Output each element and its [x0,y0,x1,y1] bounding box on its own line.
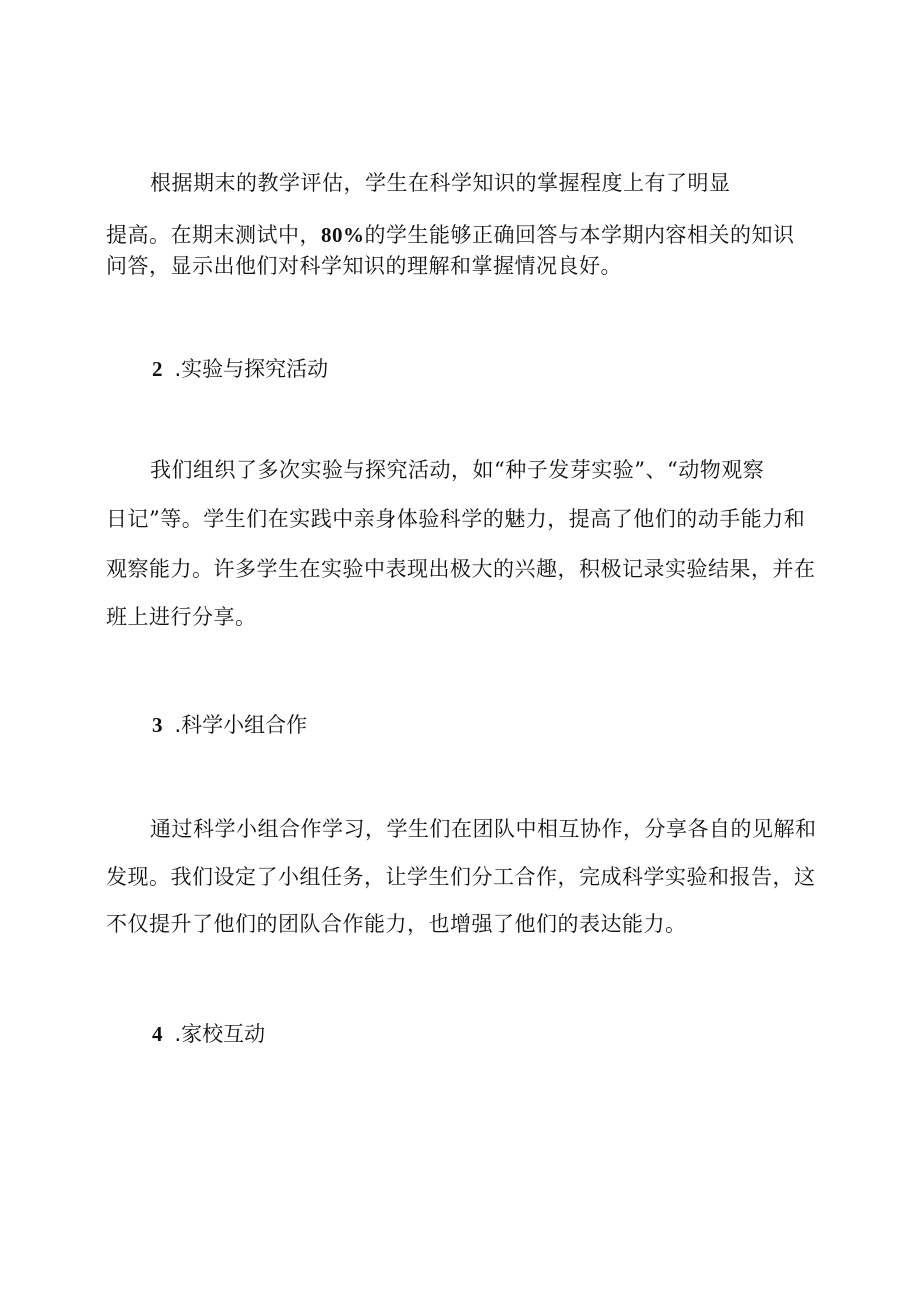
paragraph-2-line-1: 我们组织了多次实验与探究活动，如“种子发芽实验”、“动物观察 [150,458,765,482]
section-heading-2-number: 2 [152,357,163,381]
section-heading-3-number: 3 [152,713,163,737]
percentage-figure: 80% [321,223,365,247]
section-heading-4-number: 4 [152,1022,163,1046]
section-heading-2 [152,355,328,383]
section-heading-4-title: .家校互动 [174,1022,266,1046]
paragraph-3-line-1: 通过科学小组合作学习，学生们在团队中相互协作，分享各自的见解和 [150,817,817,841]
paragraph-1-line-2-after: 的学生能够正确回答与本学期内容相关的知识 [364,223,795,247]
paragraph-3-line-3: 不仅提升了他们的团队合作能力，也增强了他们的表达能力。 [106,912,687,936]
paragraph-1-line-3: 问答，显示出他们对科学知识的理解和掌握情况良好。 [106,254,622,278]
section-heading-3-title: .科学小组合作 [174,713,308,737]
section-heading-2-title: .实验与探究活动 [174,357,329,381]
section-heading-4 [152,1020,265,1048]
paragraph-2-line-4: 班上进行分享。 [106,605,257,629]
paragraph-1-line-2-before: 提高。在期末测试中， [106,223,321,247]
paragraph-1-line-2 [106,221,795,249]
paragraph-1-line-1: 根据期末的教学评估，学生在科学知识的掌握程度上有了明显 [150,171,731,195]
paragraph-2-line-2: 日记”等。学生们在实践中亲身体验科学的魅力，提高了他们的动手能力和 [106,507,806,531]
paragraph-2-line-3: 观察能力。许多学生在实验中表现出极大的兴趣，积极记录实验结果，并在 [106,557,816,581]
paragraph-3-line-2: 发现。我们设定了小组任务，让学生们分工合作，完成科学实验和报告，这 [106,865,816,889]
section-heading-3 [152,711,307,739]
